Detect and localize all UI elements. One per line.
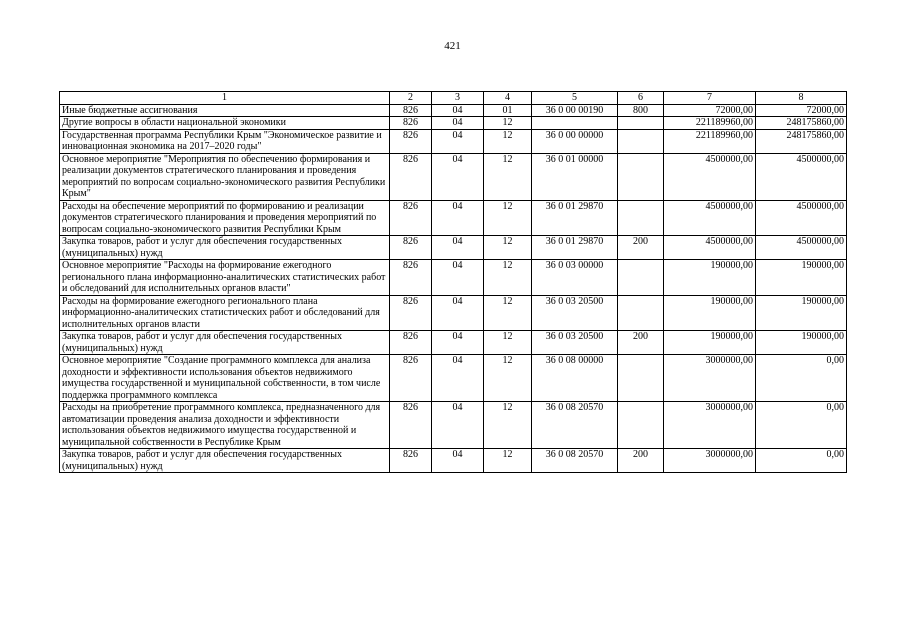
row-name-cell: Закупка товаров, работ и услуг для обеспечения государственных (муниципальных) нужд (60, 236, 390, 260)
section-cell: 04 (432, 104, 484, 117)
row-name-cell: Закупка товаров, работ и услуг для обеспечения государственных (муниципальных) нужд (60, 331, 390, 355)
expense-type-cell (618, 153, 664, 200)
column-header: 3 (432, 92, 484, 105)
amount-year-1-cell: 3000000,00 (664, 402, 756, 449)
target-article-cell: 36 0 01 00000 (532, 153, 618, 200)
subsection-cell: 12 (484, 236, 532, 260)
amount-year-2-cell: 0,00 (756, 449, 847, 473)
subsection-cell: 12 (484, 331, 532, 355)
amount-year-1-cell: 221189960,00 (664, 129, 756, 153)
row-name-cell: Основное мероприятие "Мероприятия по обеспечению формирования и реализации документов стратегического планирования и проведения мероприятий по вопросам социально-экономического развития Республики Крым" (60, 153, 390, 200)
expense-type-cell: 800 (618, 104, 664, 117)
gov-code-cell: 826 (390, 449, 432, 473)
amount-year-2-cell: 0,00 (756, 402, 847, 449)
section-cell: 04 (432, 200, 484, 236)
amount-year-1-cell: 190000,00 (664, 331, 756, 355)
expense-type-cell (618, 260, 664, 296)
gov-code-cell: 826 (390, 402, 432, 449)
row-name-cell: Государственная программа Республики Крым "Экономическое развитие и инновационная экономика на 2017–2020 годы" (60, 129, 390, 153)
row-name-cell: Расходы на обеспечение мероприятий по формированию и реализации документов стратегического планирования и проведения мероприятий по вопросам социально-экономического развития Республики Крым (60, 200, 390, 236)
gov-code-cell: 826 (390, 200, 432, 236)
section-cell: 04 (432, 331, 484, 355)
expense-type-cell: 200 (618, 236, 664, 260)
section-cell: 04 (432, 402, 484, 449)
expense-type-cell (618, 355, 664, 402)
subsection-cell: 01 (484, 104, 532, 117)
table-row (60, 295, 847, 331)
table-row (60, 200, 847, 236)
amount-year-2-cell: 190000,00 (756, 331, 847, 355)
subsection-cell: 12 (484, 117, 532, 130)
amount-year-2-cell: 4500000,00 (756, 153, 847, 200)
table-row (60, 449, 847, 473)
table-row (60, 129, 847, 153)
amount-year-1-cell: 4500000,00 (664, 236, 756, 260)
column-header: 8 (756, 92, 847, 105)
column-header: 6 (618, 92, 664, 105)
target-article-cell: 36 0 03 20500 (532, 295, 618, 331)
amount-year-2-cell: 4500000,00 (756, 236, 847, 260)
gov-code-cell: 826 (390, 129, 432, 153)
section-cell: 04 (432, 355, 484, 402)
expense-type-cell (618, 295, 664, 331)
target-article-cell: 36 0 08 20570 (532, 449, 618, 473)
table-row (60, 104, 847, 117)
table-row (60, 236, 847, 260)
section-cell: 04 (432, 236, 484, 260)
target-article-cell: 36 0 08 00000 (532, 355, 618, 402)
table-row (60, 402, 847, 449)
row-name-cell: Основное мероприятие "Создание программного комплекса для анализа доходности и эффективности использования объектов недвижимого имущества государственной и муниципальной собственности, в том числе поддержка программного комплекса (60, 355, 390, 402)
budget-table (59, 91, 847, 473)
target-article-cell: 36 0 03 00000 (532, 260, 618, 296)
amount-year-1-cell: 4500000,00 (664, 153, 756, 200)
page-number: 421 (444, 40, 461, 52)
subsection-cell: 12 (484, 200, 532, 236)
table-row (60, 153, 847, 200)
amount-year-1-cell: 4500000,00 (664, 200, 756, 236)
gov-code-cell: 826 (390, 117, 432, 130)
section-cell: 04 (432, 153, 484, 200)
gov-code-cell: 826 (390, 104, 432, 117)
column-header: 1 (60, 92, 390, 105)
section-cell: 04 (432, 260, 484, 296)
column-header: 5 (532, 92, 618, 105)
amount-year-2-cell: 72000,00 (756, 104, 847, 117)
row-name-cell: Закупка товаров, работ и услуг для обеспечения государственных (муниципальных) нужд (60, 449, 390, 473)
table-body (60, 104, 847, 473)
gov-code-cell: 826 (390, 236, 432, 260)
target-article-cell: 36 0 00 00000 (532, 129, 618, 153)
amount-year-2-cell: 190000,00 (756, 295, 847, 331)
section-cell: 04 (432, 295, 484, 331)
amount-year-1-cell: 190000,00 (664, 295, 756, 331)
subsection-cell: 12 (484, 355, 532, 402)
expense-type-cell (618, 129, 664, 153)
expense-type-cell: 200 (618, 331, 664, 355)
subsection-cell: 12 (484, 153, 532, 200)
amount-year-2-cell: 190000,00 (756, 260, 847, 296)
amount-year-1-cell: 190000,00 (664, 260, 756, 296)
row-name-cell: Иные бюджетные ассигнования (60, 104, 390, 117)
section-cell: 04 (432, 117, 484, 130)
table-row (60, 355, 847, 402)
expense-type-cell (618, 200, 664, 236)
column-header: 4 (484, 92, 532, 105)
table-row (60, 260, 847, 296)
gov-code-cell: 826 (390, 153, 432, 200)
target-article-cell: 36 0 01 29870 (532, 236, 618, 260)
table-row (60, 331, 847, 355)
amount-year-1-cell: 3000000,00 (664, 355, 756, 402)
target-article-cell (532, 117, 618, 130)
expense-type-cell (618, 402, 664, 449)
section-cell: 04 (432, 449, 484, 473)
target-article-cell: 36 0 00 00190 (532, 104, 618, 117)
subsection-cell: 12 (484, 260, 532, 296)
gov-code-cell: 826 (390, 260, 432, 296)
subsection-cell: 12 (484, 449, 532, 473)
gov-code-cell: 826 (390, 295, 432, 331)
row-name-cell: Другие вопросы в области национальной экономики (60, 117, 390, 130)
target-article-cell: 36 0 01 29870 (532, 200, 618, 236)
expense-type-cell (618, 117, 664, 130)
expense-type-cell: 200 (618, 449, 664, 473)
section-cell: 04 (432, 129, 484, 153)
target-article-cell: 36 0 08 20570 (532, 402, 618, 449)
amount-year-1-cell: 221189960,00 (664, 117, 756, 130)
subsection-cell: 12 (484, 295, 532, 331)
row-name-cell: Расходы на приобретение программного комплекса, предназначенного для автоматизации проведения анализа доходности и эффективности использования объектов недвижимого имущества государственной и муниципальной собственности в Республике Крым (60, 402, 390, 449)
row-name-cell: Расходы на формирование ежегодного регионального плана информационно-аналитических статистических работ и обследований для исполнительных органов власти (60, 295, 390, 331)
amount-year-1-cell: 3000000,00 (664, 449, 756, 473)
amount-year-1-cell: 72000,00 (664, 104, 756, 117)
table-row (60, 117, 847, 130)
amount-year-2-cell: 0,00 (756, 355, 847, 402)
amount-year-2-cell: 248175860,00 (756, 129, 847, 153)
target-article-cell: 36 0 03 20500 (532, 331, 618, 355)
column-header: 2 (390, 92, 432, 105)
gov-code-cell: 826 (390, 331, 432, 355)
amount-year-2-cell: 248175860,00 (756, 117, 847, 130)
gov-code-cell: 826 (390, 355, 432, 402)
subsection-cell: 12 (484, 402, 532, 449)
amount-year-2-cell: 4500000,00 (756, 200, 847, 236)
row-name-cell: Основное мероприятие "Расходы на формирование ежегодного регионального плана информационно-аналитических статистических работ и обследований для исполнительных органов власти" (60, 260, 390, 296)
table-header-row (60, 92, 847, 105)
column-header: 7 (664, 92, 756, 105)
subsection-cell: 12 (484, 129, 532, 153)
